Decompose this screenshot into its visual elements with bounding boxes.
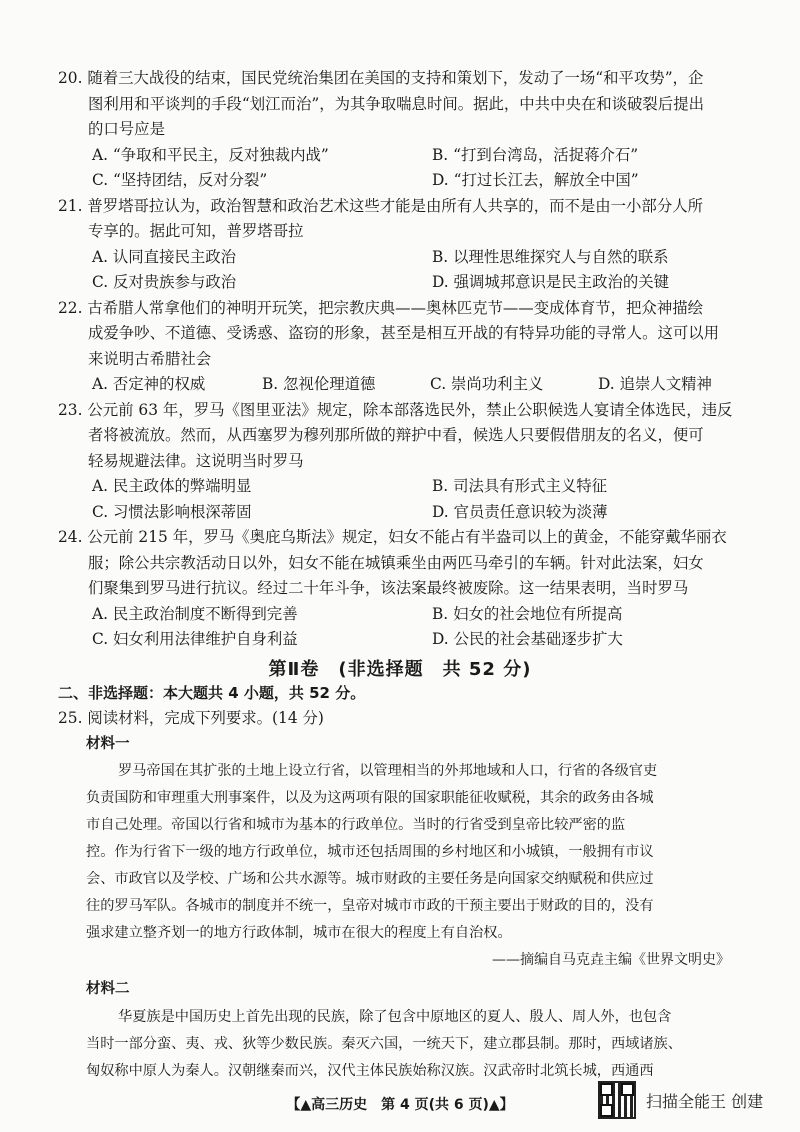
q22-line-1: 22. 古希腊人常拿他们的神明开玩笑，把宗教庆典——奥林匹克节——变成体育节，把众神描绘 xyxy=(58,298,703,317)
q24-option-b: B. 妇女的社会地位有所提高 xyxy=(432,604,623,623)
q24-line-2: 服；除公共宗教活动日以外，妇女不能在城镇乘坐由两匹马牵引的车辆。针对此法案，妇女 xyxy=(88,553,704,572)
scanner-label: 扫描全能王 创建 xyxy=(646,1091,764,1111)
q20-line-2: 图利用和平谈判的手段“划江而治”，为其争取喘息时间。据此，中共中央在和谈破裂后提出 xyxy=(88,94,704,113)
section-intro: 二、非选择题：本大题共 4 小题，共 52 分。 xyxy=(58,683,366,702)
q22-line-3: 来说明古希腊社会 xyxy=(88,349,212,368)
q22-line-2: 成爱争吵、不道德、受诱惑、盗窃的形象，甚至是相互开战的有特异功能的寻常人。这可以用 xyxy=(88,324,720,342)
q22-option-a: A. 否定神的权威 xyxy=(92,375,206,393)
q22-option-d: D. 追崇人文精神 xyxy=(598,375,712,393)
q24-option-d: D. 公民的社会基础逐步扩大 xyxy=(432,630,623,648)
material-1-line: 市自己处理。帝国以行省和城市为基本的行政单位。当时的行省受到皇帝比较严密的监 xyxy=(86,817,626,833)
q21-option-c: C. 反对贵族参与政治 xyxy=(92,273,237,291)
q22-option-b: B. 忽视伦理道德 xyxy=(262,375,376,393)
material-1-line: 强求建立整齐划一的地方行政体制，城市在很大的程度上有自治权。 xyxy=(86,925,512,941)
q25-prompt: 25. 阅读材料，完成下列要求。(14 分) xyxy=(58,709,324,727)
q20-option-a: A. “争取和平民主，反对独裁内战” xyxy=(92,145,329,164)
q20-line-3: 的口号应是 xyxy=(88,120,165,138)
q20-line-1: 20. 随着三大战役的结束，国民党统治集团在美国的支持和策划下，发动了一场“和平攻势”，企 xyxy=(58,69,704,87)
section-title: 第Ⅱ卷 (非选择题 共 52 分) xyxy=(268,658,532,680)
material-2-line: 当时一部分蛮、夷、戎、狄等少数民族。秦灭六国，一统天下，建立郡县制。那时，西域诸族、 xyxy=(86,1035,682,1052)
material-2-label: 材料二 xyxy=(86,981,130,997)
q21-option-d: D. 强调城邦意识是民主政治的关键 xyxy=(432,273,670,291)
page-footer: 【▲高三历史 第 4 页(共 6 页)▲】 xyxy=(286,1096,514,1113)
scanner-watermark xyxy=(598,1082,763,1118)
q23-line-1: 23. 公元前 63 年，罗马《图里亚法》规定，除本部落选民外，禁止公职候选人宴请全体选民，违反 xyxy=(58,400,733,419)
material-1-label: 材料一 xyxy=(86,735,130,752)
q24-line-1: 24. 公元前 215 年，罗马《奥庇乌斯法》规定，妇女不能占有半盎司以上的黄金，不能穿戴华丽衣 xyxy=(58,528,727,546)
q24-option-a: A. 民主政治制度不断得到完善 xyxy=(92,604,298,623)
q21-option-a: A. 认同直接民主政治 xyxy=(92,247,237,266)
material-1-line: 负责国防和审理重大刑事案件，以及为这两项有限的国家职能征收赋税，其余的政务由各城 xyxy=(86,790,654,806)
q21-option-b: B. 以理性思维探究人与自然的联系 xyxy=(432,247,669,266)
q23-option-b: B. 司法具有形式主义特征 xyxy=(432,477,608,495)
material-1-line: 控。作为行省下一级的地方行政单位，城市还包括周围的乡村地区和小城镇，一般拥有市议 xyxy=(86,844,654,860)
q23-option-c: C. 习惯法影响根深蒂固 xyxy=(92,502,252,521)
q23-option-d: D. 官员责任意识较为淡薄 xyxy=(432,502,608,521)
q23-option-a: A. 民主政体的弊端明显 xyxy=(92,477,252,495)
material-1-source: ——摘编自马克垚主编《世界文明史》 xyxy=(492,952,730,968)
material-1-line: 会、市政官以及学校、广场和公共水源等。城市财政的主要任务是向国家交纳赋税和供应过 xyxy=(86,871,654,887)
q21-line-1: 21. 普罗塔哥拉认为，政治智慧和政治艺术这些才能是由所有人共享的，而不是由一小部分人所 xyxy=(58,196,703,215)
material-1-line: 罗马帝国在其扩张的土地上设立行省，以管理相当的外邦地域和人口，行省的各级官吏 xyxy=(118,763,658,779)
q24-option-c: C. 妇女利用法律维护自身利益 xyxy=(92,630,298,648)
qr-code-icon xyxy=(598,1081,636,1119)
q20-option-b: B. “打到台湾岛，活捉蒋介石” xyxy=(432,145,639,164)
q24-line-3: 们聚集到罗马进行抗议。经过二十年斗争，该法案最终被废除。这一结果表明，当时罗马 xyxy=(88,579,689,597)
q23-line-3: 轻易规避法律。这说明当时罗马 xyxy=(88,451,304,470)
q21-line-2: 专享的。据此可知，普罗塔哥拉 xyxy=(88,222,304,240)
q23-line-2: 者将被流放。然而，从西塞罗为穆列那所做的辩护中看，候选人只要假借朋友的名义，便可 xyxy=(88,426,704,444)
material-1-line: 往的罗马军队。各城市的制度并不统一，皇帝对城市市政的干预主要出于财政的目的，没有 xyxy=(86,898,654,914)
q22-option-c: C. 崇尚功利主义 xyxy=(430,375,544,393)
material-2-line: 匈奴称中原人为秦人。汉朝继秦而兴，汉代主体民族始称汉族。汉武帝时北筑长城，西通西 xyxy=(86,1062,654,1079)
q20-option-c: C. “坚持团结，反对分裂” xyxy=(92,171,268,189)
q20-option-d: D. “打过长江去，解放全中国” xyxy=(432,171,639,189)
material-2-line: 华夏族是中国历史上首先出现的民族，除了包含中原地区的夏人、殷人、周人外，也包含 xyxy=(118,1008,672,1025)
